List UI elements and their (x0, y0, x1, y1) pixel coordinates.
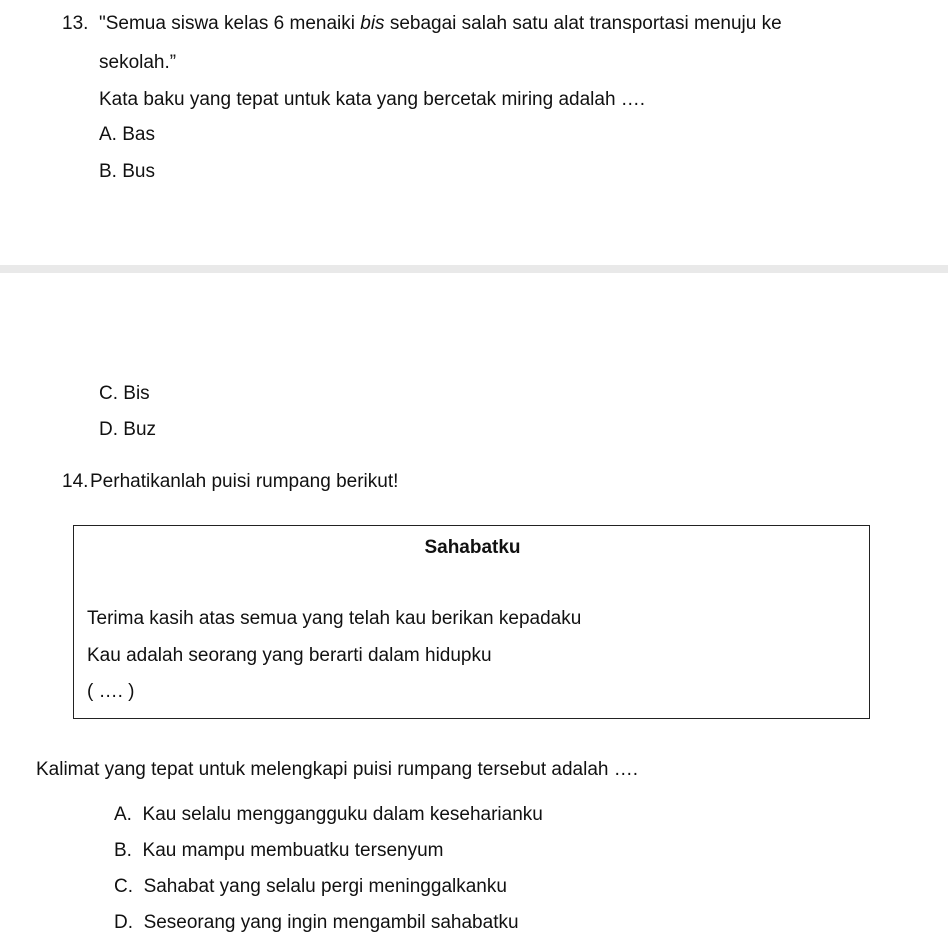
question-stem (99, 12, 782, 36)
question-number: 13. (62, 13, 89, 34)
option-text: Bus (122, 161, 155, 182)
option-d[interactable] (99, 418, 156, 442)
option-text: Kau selalu menggangguku dalam keseharianku (142, 804, 543, 825)
poem-line: Terima kasih atas semua yang telah kau berikan kepadaku (87, 608, 582, 629)
option-text: Buz (123, 419, 157, 440)
poem-box (73, 525, 870, 719)
option-text: Seseorang yang ingin mengambil sahabatku (143, 912, 519, 933)
poem-line: Kau adalah seorang yang berarti dalam hidupku (87, 645, 492, 666)
option-letter: A. (99, 124, 117, 145)
poem-title: Sahabatku (424, 537, 521, 558)
option-d[interactable] (114, 911, 519, 935)
stem-text: "Semua siswa kelas 6 menaiki (99, 13, 361, 34)
option-letter: C. (99, 383, 118, 404)
option-letter: D. (114, 912, 133, 933)
option-letter: B. (99, 161, 117, 182)
option-c[interactable] (114, 875, 507, 899)
option-text: Bas (122, 124, 155, 145)
poem-blank-line: ( …. ) (87, 681, 135, 702)
question-number: 14. (62, 471, 89, 492)
page-gap-divider (0, 265, 948, 273)
option-b[interactable] (99, 160, 155, 184)
option-letter: D. (99, 419, 118, 440)
option-a[interactable] (114, 803, 543, 827)
option-letter: A. (114, 804, 132, 825)
option-text: Kau mampu membuatku tersenyum (142, 840, 444, 861)
option-b[interactable] (114, 839, 443, 863)
option-letter: C. (114, 876, 133, 897)
question-prompt: Kata baku yang tepat untuk kata yang bercetak miring adalah …. (99, 89, 646, 110)
option-text: Sahabat yang selalu pergi meninggalkanku (143, 876, 507, 897)
question-stem-line-2: sekolah.” (99, 52, 177, 73)
question-stem: Perhatikanlah puisi rumpang berikut! (90, 471, 399, 492)
question-prompt: Kalimat yang tepat untuk melengkapi puisi rumpang tersebut adalah …. (36, 759, 639, 780)
option-text: Bis (123, 383, 150, 404)
option-c[interactable] (99, 382, 150, 406)
option-letter: B. (114, 840, 132, 861)
italic-word: bis (360, 13, 385, 34)
option-a[interactable] (99, 123, 155, 147)
stem-text: sebagai salah satu alat transportasi menuju ke (384, 13, 782, 34)
